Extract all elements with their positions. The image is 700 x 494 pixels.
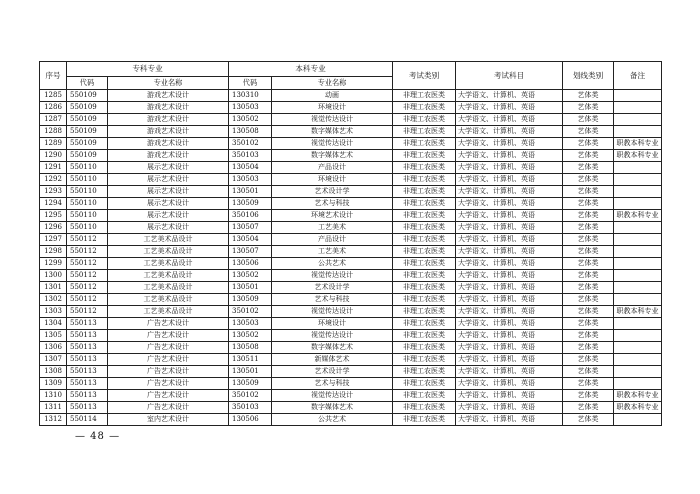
cell-bk-code: 130503 xyxy=(229,318,272,330)
cell-subjects: 大学语文、计算机、英语 xyxy=(456,318,563,330)
cell-note: 职教本科专业 xyxy=(614,210,662,222)
cell-subjects: 大学语文、计算机、英语 xyxy=(456,102,563,114)
cell-subjects: 大学语文、计算机、英语 xyxy=(456,330,563,342)
cell-zk-code: 550110 xyxy=(67,186,108,198)
cell-bk-name: 数字媒体艺术 xyxy=(272,402,393,414)
cell-zk-code: 550113 xyxy=(67,354,108,366)
cell-subjects: 大学语文、计算机、英语 xyxy=(456,414,563,426)
cell-seq: 1289 xyxy=(40,138,67,150)
cell-exam-type: 非理工农医类 xyxy=(393,246,456,258)
table-row xyxy=(40,126,662,138)
cell-note xyxy=(614,330,662,342)
cell-exam-type: 非理工农医类 xyxy=(393,318,456,330)
cell-zk-code: 550113 xyxy=(67,318,108,330)
cell-bk-code: 130507 xyxy=(229,222,272,234)
cell-line-type: 艺体类 xyxy=(563,378,614,390)
header-zk-name: 专业名称 xyxy=(108,77,229,90)
table-row xyxy=(40,138,662,150)
cell-subjects: 大学语文、计算机、英语 xyxy=(456,402,563,414)
cell-line-type: 艺体类 xyxy=(563,114,614,126)
cell-bk-code: 130506 xyxy=(229,258,272,270)
cell-seq: 1308 xyxy=(40,366,67,378)
table-row xyxy=(40,234,662,246)
cell-exam-type: 非理工农医类 xyxy=(393,186,456,198)
cell-zk-code: 550113 xyxy=(67,342,108,354)
table-row xyxy=(40,366,662,378)
header-line-type: 划线类别 xyxy=(563,62,614,90)
cell-line-type: 艺体类 xyxy=(563,210,614,222)
cell-seq: 1295 xyxy=(40,210,67,222)
cell-bk-name: 环境设计 xyxy=(272,102,393,114)
table-row xyxy=(40,198,662,210)
cell-line-type: 艺体类 xyxy=(563,174,614,186)
cell-exam-type: 非理工农医类 xyxy=(393,414,456,426)
cell-exam-type: 非理工农医类 xyxy=(393,198,456,210)
header-exam-type: 考试类别 xyxy=(393,62,456,90)
cell-zk-name: 广告艺术设计 xyxy=(108,330,229,342)
cell-note xyxy=(614,318,662,330)
cell-note xyxy=(614,186,662,198)
cell-bk-code: 130503 xyxy=(229,174,272,186)
cell-exam-type: 非理工农医类 xyxy=(393,126,456,138)
cell-bk-code: 130511 xyxy=(229,354,272,366)
cell-line-type: 艺体类 xyxy=(563,246,614,258)
cell-line-type: 艺体类 xyxy=(563,258,614,270)
cell-exam-type: 非理工农医类 xyxy=(393,366,456,378)
cell-subjects: 大学语文、计算机、英语 xyxy=(456,354,563,366)
cell-seq: 1309 xyxy=(40,378,67,390)
cell-line-type: 艺体类 xyxy=(563,270,614,282)
cell-note xyxy=(614,342,662,354)
cell-zk-code: 550110 xyxy=(67,198,108,210)
table-row xyxy=(40,402,662,414)
cell-bk-name: 环境艺术设计 xyxy=(272,210,393,222)
cell-bk-code: 130502 xyxy=(229,330,272,342)
cell-note: 职教本科专业 xyxy=(614,138,662,150)
table-row xyxy=(40,246,662,258)
cell-seq: 1310 xyxy=(40,390,67,402)
header-subjects: 考试科目 xyxy=(456,62,563,90)
cell-bk-code: 130509 xyxy=(229,198,272,210)
cell-line-type: 艺体类 xyxy=(563,102,614,114)
cell-seq: 1287 xyxy=(40,114,67,126)
header-note: 备注 xyxy=(614,62,662,90)
cell-bk-name: 产品设计 xyxy=(272,162,393,174)
cell-note xyxy=(614,246,662,258)
cell-line-type: 艺体类 xyxy=(563,234,614,246)
cell-zk-code: 550110 xyxy=(67,210,108,222)
cell-seq: 1298 xyxy=(40,246,67,258)
cell-line-type: 艺体类 xyxy=(563,330,614,342)
cell-exam-type: 非理工农医类 xyxy=(393,114,456,126)
cell-exam-type: 非理工农医类 xyxy=(393,378,456,390)
cell-subjects: 大学语文、计算机、英语 xyxy=(456,246,563,258)
cell-subjects: 大学语文、计算机、英语 xyxy=(456,270,563,282)
cell-bk-code: 130501 xyxy=(229,186,272,198)
cell-subjects: 大学语文、计算机、英语 xyxy=(456,138,563,150)
cell-note xyxy=(614,378,662,390)
cell-zk-name: 工艺美术品设计 xyxy=(108,306,229,318)
header-bk-name: 专业名称 xyxy=(272,77,393,90)
cell-line-type: 艺体类 xyxy=(563,126,614,138)
cell-bk-code: 130504 xyxy=(229,234,272,246)
cell-zk-code: 550110 xyxy=(67,222,108,234)
cell-subjects: 大学语文、计算机、英语 xyxy=(456,174,563,186)
cell-zk-code: 550113 xyxy=(67,330,108,342)
cell-bk-code: 350106 xyxy=(229,210,272,222)
page-number: — 48 — xyxy=(75,431,121,442)
cell-zk-name: 广告艺术设计 xyxy=(108,366,229,378)
cell-zk-name: 展示艺术设计 xyxy=(108,210,229,222)
table-row xyxy=(40,414,662,426)
cell-zk-name: 工艺美术品设计 xyxy=(108,234,229,246)
cell-seq: 1291 xyxy=(40,162,67,174)
cell-zk-name: 展示艺术设计 xyxy=(108,186,229,198)
table-body xyxy=(40,90,662,426)
cell-line-type: 艺体类 xyxy=(563,366,614,378)
cell-bk-name: 视觉传达设计 xyxy=(272,270,393,282)
cell-bk-name: 视觉传达设计 xyxy=(272,330,393,342)
cell-note xyxy=(614,222,662,234)
cell-exam-type: 非理工农医类 xyxy=(393,282,456,294)
cell-seq: 1306 xyxy=(40,342,67,354)
cell-zk-code: 550109 xyxy=(67,150,108,162)
cell-exam-type: 非理工农医类 xyxy=(393,354,456,366)
cell-bk-name: 新媒体艺术 xyxy=(272,354,393,366)
cell-line-type: 艺体类 xyxy=(563,162,614,174)
cell-bk-code: 130501 xyxy=(229,366,272,378)
cell-seq: 1303 xyxy=(40,306,67,318)
cell-zk-name: 工艺美术品设计 xyxy=(108,258,229,270)
cell-seq: 1312 xyxy=(40,414,67,426)
cell-zk-name: 室内艺术设计 xyxy=(108,414,229,426)
cell-bk-code: 350102 xyxy=(229,138,272,150)
header-seq: 序号 xyxy=(40,62,67,90)
cell-bk-name: 视觉传达设计 xyxy=(272,138,393,150)
cell-subjects: 大学语文、计算机、英语 xyxy=(456,366,563,378)
cell-note xyxy=(614,270,662,282)
cell-bk-code: 130501 xyxy=(229,282,272,294)
table-row xyxy=(40,390,662,402)
cell-zk-code: 550112 xyxy=(67,234,108,246)
cell-seq: 1299 xyxy=(40,258,67,270)
cell-seq: 1305 xyxy=(40,330,67,342)
cell-zk-code: 550113 xyxy=(67,390,108,402)
cell-line-type: 艺体类 xyxy=(563,282,614,294)
table-row xyxy=(40,354,662,366)
cell-zk-name: 展示艺术设计 xyxy=(108,162,229,174)
cell-note xyxy=(614,162,662,174)
cell-zk-name: 工艺美术品设计 xyxy=(108,282,229,294)
table-row xyxy=(40,90,662,102)
cell-zk-code: 550114 xyxy=(67,414,108,426)
cell-bk-code: 350102 xyxy=(229,390,272,402)
cell-bk-name: 环境设计 xyxy=(272,318,393,330)
cell-zk-code: 550113 xyxy=(67,378,108,390)
cell-bk-name: 产品设计 xyxy=(272,234,393,246)
cell-line-type: 艺体类 xyxy=(563,354,614,366)
cell-bk-name: 艺术设计学 xyxy=(272,186,393,198)
cell-zk-name: 游戏艺术设计 xyxy=(108,126,229,138)
cell-zk-code: 550113 xyxy=(67,366,108,378)
cell-bk-name: 艺术与科技 xyxy=(272,294,393,306)
cell-subjects: 大学语文、计算机、英语 xyxy=(456,114,563,126)
cell-zk-code: 550113 xyxy=(67,402,108,414)
cell-line-type: 艺体类 xyxy=(563,198,614,210)
cell-bk-code: 130310 xyxy=(229,90,272,102)
cell-zk-code: 550112 xyxy=(67,282,108,294)
cell-seq: 1292 xyxy=(40,174,67,186)
cell-bk-code: 130506 xyxy=(229,414,272,426)
cell-line-type: 艺体类 xyxy=(563,186,614,198)
cell-note: 职教本科专业 xyxy=(614,150,662,162)
table-row xyxy=(40,162,662,174)
cell-exam-type: 非理工农医类 xyxy=(393,162,456,174)
cell-note xyxy=(614,294,662,306)
cell-zk-name: 广告艺术设计 xyxy=(108,402,229,414)
cell-bk-code: 130502 xyxy=(229,270,272,282)
cell-note xyxy=(614,354,662,366)
cell-zk-name: 广告艺术设计 xyxy=(108,342,229,354)
header-zk-code: 代码 xyxy=(67,77,108,90)
table-row xyxy=(40,222,662,234)
cell-zk-name: 展示艺术设计 xyxy=(108,174,229,186)
cell-bk-name: 工艺美术 xyxy=(272,246,393,258)
cell-zk-code: 550110 xyxy=(67,162,108,174)
cell-bk-name: 环境设计 xyxy=(272,174,393,186)
cell-line-type: 艺体类 xyxy=(563,402,614,414)
table-row xyxy=(40,294,662,306)
cell-zk-name: 广告艺术设计 xyxy=(108,354,229,366)
cell-subjects: 大学语文、计算机、英语 xyxy=(456,126,563,138)
cell-bk-code: 350103 xyxy=(229,150,272,162)
cell-bk-code: 130507 xyxy=(229,246,272,258)
cell-note: 职教本科专业 xyxy=(614,402,662,414)
cell-exam-type: 非理工农医类 xyxy=(393,222,456,234)
cell-bk-name: 工艺美术 xyxy=(272,222,393,234)
cell-zk-name: 展示艺术设计 xyxy=(108,222,229,234)
cell-note: 职教本科专业 xyxy=(614,306,662,318)
cell-note: 职教本科专业 xyxy=(614,390,662,402)
table-row xyxy=(40,174,662,186)
cell-seq: 1296 xyxy=(40,222,67,234)
cell-zk-name: 游戏艺术设计 xyxy=(108,90,229,102)
table-row xyxy=(40,306,662,318)
cell-note xyxy=(614,198,662,210)
header-zk-group: 专科专业 xyxy=(67,62,229,77)
cell-note xyxy=(614,234,662,246)
table-header xyxy=(40,62,662,90)
table-row xyxy=(40,258,662,270)
cell-seq: 1302 xyxy=(40,294,67,306)
cell-note xyxy=(614,126,662,138)
cell-zk-name: 工艺美术品设计 xyxy=(108,294,229,306)
cell-bk-name: 视觉传达设计 xyxy=(272,390,393,402)
cell-line-type: 艺体类 xyxy=(563,318,614,330)
cell-bk-name: 艺术设计学 xyxy=(272,282,393,294)
table-row xyxy=(40,318,662,330)
cell-bk-name: 数字媒体艺术 xyxy=(272,126,393,138)
cell-bk-name: 视觉传达设计 xyxy=(272,114,393,126)
cell-line-type: 艺体类 xyxy=(563,294,614,306)
cell-seq: 1297 xyxy=(40,234,67,246)
cell-bk-code: 130509 xyxy=(229,294,272,306)
cell-subjects: 大学语文、计算机、英语 xyxy=(456,186,563,198)
cell-subjects: 大学语文、计算机、英语 xyxy=(456,282,563,294)
cell-bk-code: 130508 xyxy=(229,342,272,354)
cell-exam-type: 非理工农医类 xyxy=(393,174,456,186)
cell-bk-name: 数字媒体艺术 xyxy=(272,150,393,162)
cell-exam-type: 非理工农医类 xyxy=(393,294,456,306)
cell-line-type: 艺体类 xyxy=(563,390,614,402)
cell-bk-code: 350103 xyxy=(229,402,272,414)
cell-line-type: 艺体类 xyxy=(563,306,614,318)
cell-bk-name: 艺术与科技 xyxy=(272,198,393,210)
cell-seq: 1288 xyxy=(40,126,67,138)
table-row xyxy=(40,102,662,114)
cell-bk-name: 公共艺术 xyxy=(272,414,393,426)
cell-seq: 1294 xyxy=(40,198,67,210)
cell-seq: 1290 xyxy=(40,150,67,162)
cell-zk-name: 游戏艺术设计 xyxy=(108,102,229,114)
cell-exam-type: 非理工农医类 xyxy=(393,138,456,150)
cell-subjects: 大学语文、计算机、英语 xyxy=(456,210,563,222)
cell-note xyxy=(614,258,662,270)
table-row xyxy=(40,150,662,162)
cell-exam-type: 非理工农医类 xyxy=(393,234,456,246)
table-row xyxy=(40,282,662,294)
cell-seq: 1307 xyxy=(40,354,67,366)
cell-exam-type: 非理工农医类 xyxy=(393,402,456,414)
cell-note xyxy=(614,114,662,126)
cell-subjects: 大学语文、计算机、英语 xyxy=(456,294,563,306)
cell-zk-name: 展示艺术设计 xyxy=(108,198,229,210)
cell-note xyxy=(614,90,662,102)
cell-line-type: 艺体类 xyxy=(563,90,614,102)
table-row xyxy=(40,378,662,390)
cell-seq: 1300 xyxy=(40,270,67,282)
cell-zk-code: 550112 xyxy=(67,270,108,282)
cell-seq: 1285 xyxy=(40,90,67,102)
header-bk-group: 本科专业 xyxy=(229,62,393,77)
cell-bk-name: 艺术与科技 xyxy=(272,378,393,390)
cell-exam-type: 非理工农医类 xyxy=(393,390,456,402)
cell-subjects: 大学语文、计算机、英语 xyxy=(456,150,563,162)
cell-subjects: 大学语文、计算机、英语 xyxy=(456,306,563,318)
cell-bk-name: 动画 xyxy=(272,90,393,102)
cell-line-type: 艺体类 xyxy=(563,414,614,426)
cell-subjects: 大学语文、计算机、英语 xyxy=(456,258,563,270)
table-row xyxy=(40,186,662,198)
cell-exam-type: 非理工农医类 xyxy=(393,270,456,282)
cell-zk-code: 550109 xyxy=(67,138,108,150)
cell-zk-code: 550109 xyxy=(67,126,108,138)
cell-zk-code: 550109 xyxy=(67,102,108,114)
table-row xyxy=(40,210,662,222)
cell-exam-type: 非理工农医类 xyxy=(393,90,456,102)
cell-zk-name: 工艺美术品设计 xyxy=(108,246,229,258)
cell-seq: 1311 xyxy=(40,402,67,414)
cell-subjects: 大学语文、计算机、英语 xyxy=(456,378,563,390)
major-mapping-table xyxy=(39,61,662,426)
cell-seq: 1293 xyxy=(40,186,67,198)
cell-subjects: 大学语文、计算机、英语 xyxy=(456,198,563,210)
cell-zk-code: 550112 xyxy=(67,246,108,258)
cell-subjects: 大学语文、计算机、英语 xyxy=(456,90,563,102)
cell-note xyxy=(614,282,662,294)
cell-line-type: 艺体类 xyxy=(563,138,614,150)
cell-zk-code: 550109 xyxy=(67,90,108,102)
cell-subjects: 大学语文、计算机、英语 xyxy=(456,222,563,234)
cell-exam-type: 非理工农医类 xyxy=(393,150,456,162)
cell-zk-name: 广告艺术设计 xyxy=(108,378,229,390)
cell-line-type: 艺体类 xyxy=(563,222,614,234)
cell-exam-type: 非理工农医类 xyxy=(393,210,456,222)
cell-note xyxy=(614,366,662,378)
cell-zk-name: 游戏艺术设计 xyxy=(108,150,229,162)
table-row xyxy=(40,342,662,354)
cell-bk-code: 130509 xyxy=(229,378,272,390)
cell-zk-code: 550110 xyxy=(67,174,108,186)
cell-bk-name: 公共艺术 xyxy=(272,258,393,270)
cell-bk-name: 艺术设计学 xyxy=(272,366,393,378)
cell-bk-name: 数字媒体艺术 xyxy=(272,342,393,354)
cell-bk-code: 130508 xyxy=(229,126,272,138)
cell-line-type: 艺体类 xyxy=(563,150,614,162)
cell-note xyxy=(614,414,662,426)
cell-bk-code: 130503 xyxy=(229,102,272,114)
cell-zk-name: 工艺美术品设计 xyxy=(108,270,229,282)
cell-seq: 1286 xyxy=(40,102,67,114)
cell-zk-name: 游戏艺术设计 xyxy=(108,114,229,126)
cell-subjects: 大学语文、计算机、英语 xyxy=(456,342,563,354)
cell-subjects: 大学语文、计算机、英语 xyxy=(456,162,563,174)
cell-bk-code: 130504 xyxy=(229,162,272,174)
cell-seq: 1304 xyxy=(40,318,67,330)
cell-note xyxy=(614,102,662,114)
table-row xyxy=(40,114,662,126)
cell-zk-code: 550112 xyxy=(67,306,108,318)
cell-exam-type: 非理工农医类 xyxy=(393,306,456,318)
cell-subjects: 大学语文、计算机、英语 xyxy=(456,234,563,246)
cell-bk-code: 130502 xyxy=(229,114,272,126)
header-bk-code: 代码 xyxy=(229,77,272,90)
cell-zk-code: 550112 xyxy=(67,294,108,306)
cell-zk-name: 广告艺术设计 xyxy=(108,318,229,330)
cell-zk-code: 550109 xyxy=(67,114,108,126)
cell-zk-code: 550112 xyxy=(67,258,108,270)
cell-zk-name: 广告艺术设计 xyxy=(108,390,229,402)
cell-zk-name: 游戏艺术设计 xyxy=(108,138,229,150)
cell-seq: 1301 xyxy=(40,282,67,294)
cell-exam-type: 非理工农医类 xyxy=(393,102,456,114)
cell-exam-type: 非理工农医类 xyxy=(393,330,456,342)
table-row xyxy=(40,330,662,342)
cell-exam-type: 非理工农医类 xyxy=(393,258,456,270)
table-row xyxy=(40,270,662,282)
cell-line-type: 艺体类 xyxy=(563,342,614,354)
cell-bk-name: 视觉传达设计 xyxy=(272,306,393,318)
cell-subjects: 大学语文、计算机、英语 xyxy=(456,390,563,402)
cell-exam-type: 非理工农医类 xyxy=(393,342,456,354)
cell-note xyxy=(614,174,662,186)
cell-bk-code: 350102 xyxy=(229,306,272,318)
